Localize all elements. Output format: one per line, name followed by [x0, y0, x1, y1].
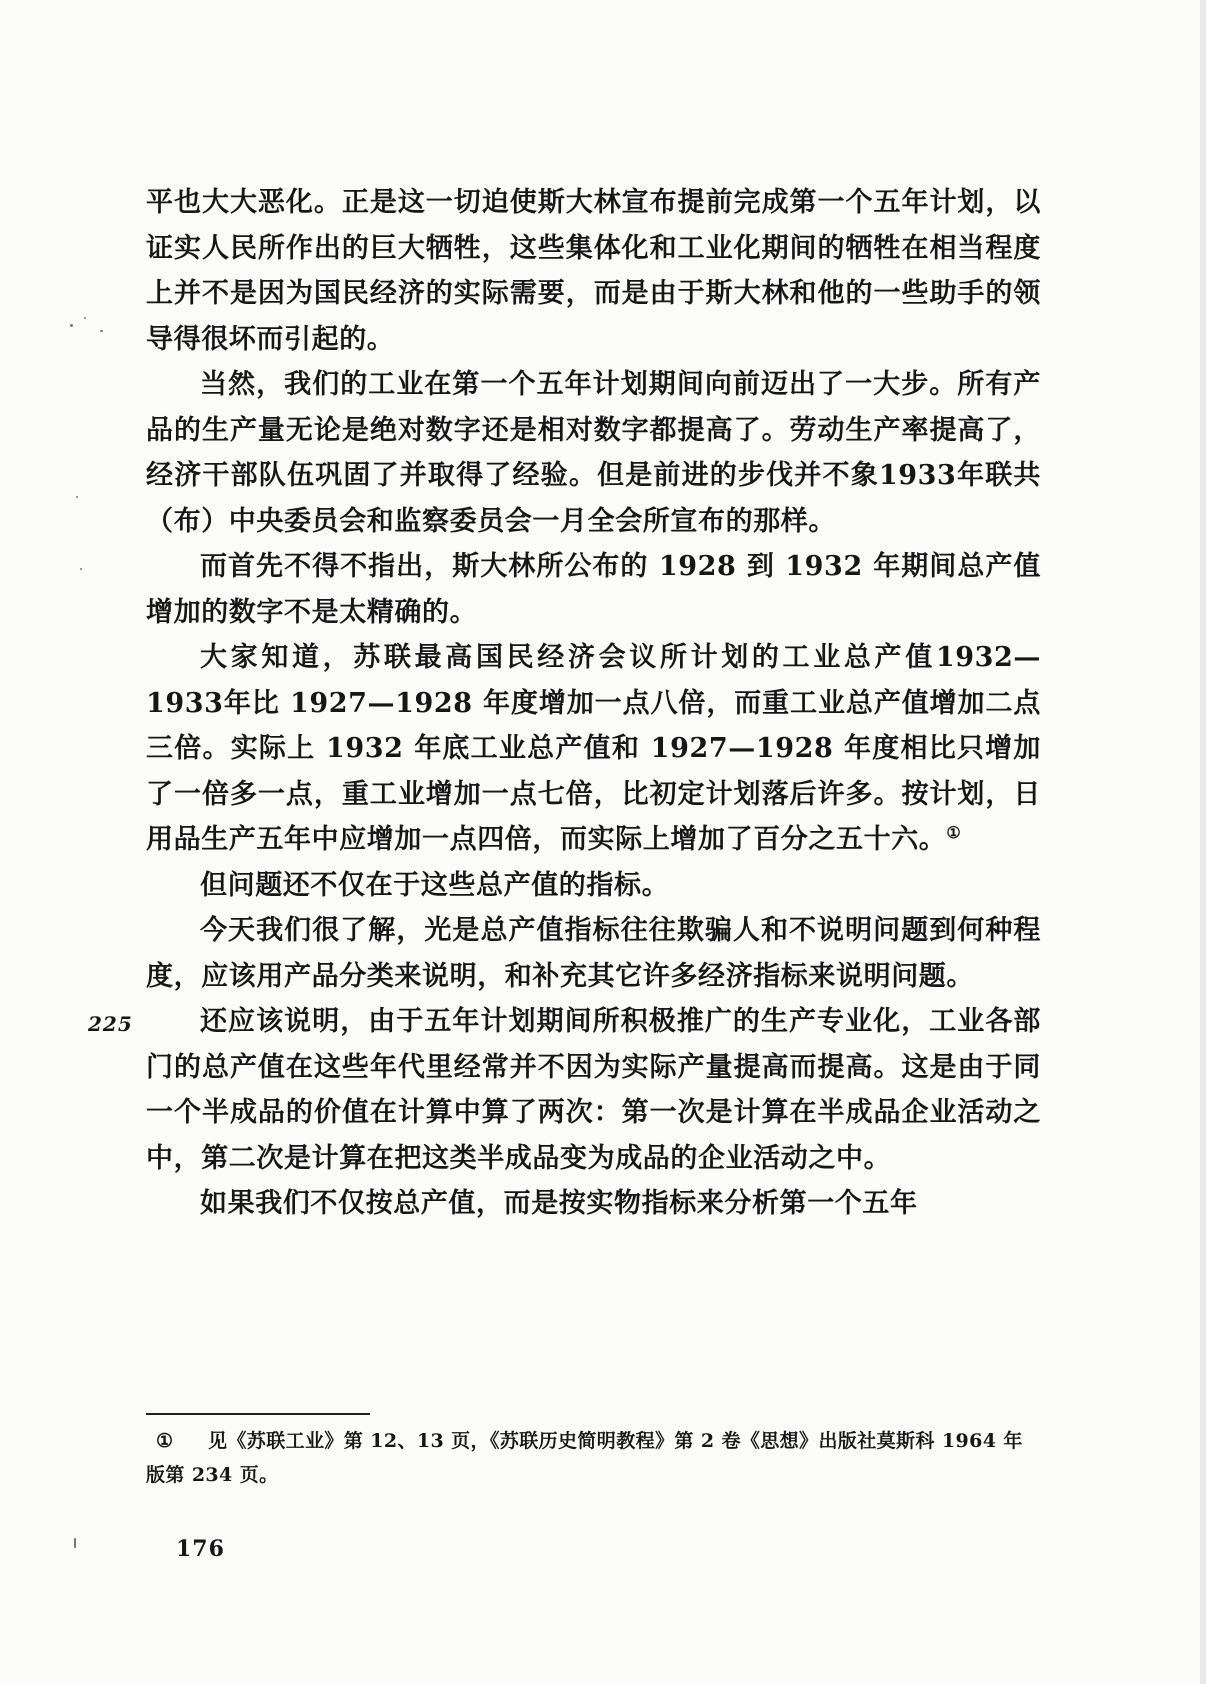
- page-number: 176: [176, 1536, 225, 1562]
- paragraph-4-text: 大家知道，苏联最高国民经济会议所计划的工业总产值1932—1933年比 1927—1928 年度增加一点八倍，而重工业总产值增加二点三倍。实际上 1932 年底工业总产值和 1927—1928 年度相比只增加了一倍多一点，重工业增加一点七倍，比初定计划落后许多。按计划，日用品生产五年中应增加一点四倍，而实际上增加了百分之五十六。: [146, 642, 1041, 855]
- paragraph-8: 如果我们不仅按总产值，而是按实物指标来分析第一个五年: [200, 1188, 918, 1219]
- scan-speck: [76, 496, 78, 498]
- paragraph-2: 当然，我们的工业在第一个五年计划期间向前迈出了一大步。所有产品的生产量无论是绝对数字还是相对数字都提高了。劳动生产率提高了，经济干部队伍巩固了并取得了经验。但是前进的步伐并不象1933年联共（布）中央委员会和监察委员会一月全会所宣布的那样。: [146, 369, 1041, 537]
- scan-speck: [84, 317, 86, 319]
- paragraph-5: 但问题还不仅在于这些总产值的指标。: [200, 869, 670, 901]
- scan-speck: [70, 324, 73, 327]
- scan-speck: [80, 568, 82, 570]
- margin-page-reference: 225: [88, 1012, 133, 1036]
- paragraph-1: 平也大大恶化。正是这一切迫使斯大林宣布提前完成第一个五年计划，以证实人民所作出的巨大牺牲，这些集体化和工业化期间的牺牲在相当程度上并不是因为国民经济的实际需要，而是由于斯大林和他的一些助手的领导得很坏而引起的。: [146, 187, 1041, 355]
- footnote-text: 见《苏联工业》第 12、13 页，《苏联历史简明教程》第 2 卷《思想》出版社莫斯科 1964 年版第 234 页。: [146, 1430, 1023, 1486]
- scan-edge: [1200, 0, 1206, 1684]
- scan-speck: [100, 330, 103, 332]
- footnote-reference[interactable]: ①: [946, 823, 962, 842]
- paragraph-3: 而首先不得不指出，斯大林所公布的 1928 到 1932 年期间总产值增加的数字不是太精确的。: [146, 551, 1041, 628]
- paragraph-6: 今天我们很了解，光是总产值指标往往欺骗人和不说明问题到何种程度，应该用产品分类来说明，和补充其它许多经济指标来说明问题。: [146, 915, 1041, 992]
- footnote-divider: [146, 1413, 370, 1415]
- paragraph-7: 还应该说明，由于五年计划期间所积极推广的生产专业化，工业各部门的总产值在这些年代里经常并不因为实际产量提高而提高。这是由于同一个半成品的价值在计算中算了两次：第一次是计算在半成品企业活动之中，第二次是计算在把这类半成品变为成品的企业活动之中。: [146, 1006, 1041, 1174]
- footnote: [146, 1424, 1041, 1492]
- body-text: [146, 180, 1041, 1227]
- paragraph-4: [146, 635, 1041, 863]
- scan-speck: [74, 1538, 76, 1548]
- footnote-marker: ①: [156, 1430, 174, 1452]
